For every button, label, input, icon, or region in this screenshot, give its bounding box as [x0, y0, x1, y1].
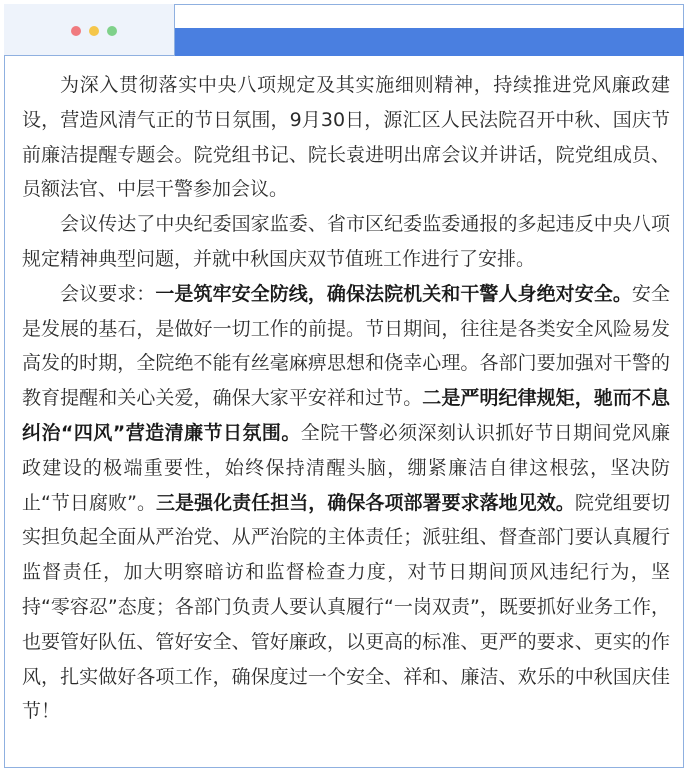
- window-tab: [4, 4, 175, 56]
- point-one-text: 安全是发展的基石，是做好一切工作的前提。节日期间，往往是各类安全风险易发高发的时期，全院绝不能有丝毫麻痹思想和侥幸心理。各部门要加强对干警的教育提醒和关心关爱，确保大家平安祥和过节。: [22, 282, 670, 410]
- point-two-text: 全院干警必须深刻认识抓好节日期间党风廉政建设的极端重要性，始终保持清醒头脑，绷紧廉洁自律这根弦，坚决防止“节日腐败”。: [22, 421, 670, 514]
- requirements-intro: 会议要求：: [60, 282, 156, 305]
- point-three-text: 院党组要切实担负起全面从严治党、从严治院的主体责任；派驻组、督查部门要认真履行监督责任，加大明察暗访和监督检查力度，对节日期间顶风违纪行为，坚持“零容忍”态度；各部门负责人要认真履行“一岗双责”，既要抓好业务工作，也要管好队伍、管好安全、管好廉政，以更高的标准、更严的要求、更实的作风，扎实做好各项工作，确保度过一个安全、祥和、廉洁、欢乐的中秋国庆佳节！: [22, 491, 670, 723]
- header-accent-bar: [174, 28, 684, 56]
- yellow-dot-icon: [89, 26, 99, 36]
- point-one-heading: 一是筑牢安全防线，确保法院机关和干警人身绝对安全。: [155, 282, 632, 305]
- paragraph-notice: 会议传达了中央纪委国家监委、省市区纪委监委通报的多起违反中央八项规定精神典型问题，并就中秋国庆双节值班工作进行了安排。: [22, 213, 670, 270]
- article-body: [22, 68, 670, 729]
- red-dot-icon: [71, 26, 81, 36]
- paragraph-requirements: [22, 277, 670, 729]
- paragraph-intro: 为深入贯彻落实中央八项规定及其实施细则精神，持续推进党风廉政建设，营造风清气正的节日氛围，9月30日，源汇区人民法院召开中秋、国庆节前廉洁提醒专题会。院党组书记、院长袁进明出席会议并讲话，院党组成员、员额法官、中层干警参加会议。: [22, 74, 670, 201]
- green-dot-icon: [107, 26, 117, 36]
- point-two-heading: 二是严明纪律规矩，驰而不息纠治“四风”营造清廉节日氛围。: [22, 387, 670, 444]
- point-three-heading: 三是强化责任担当，确保各项部署要求落地见效。: [156, 491, 575, 514]
